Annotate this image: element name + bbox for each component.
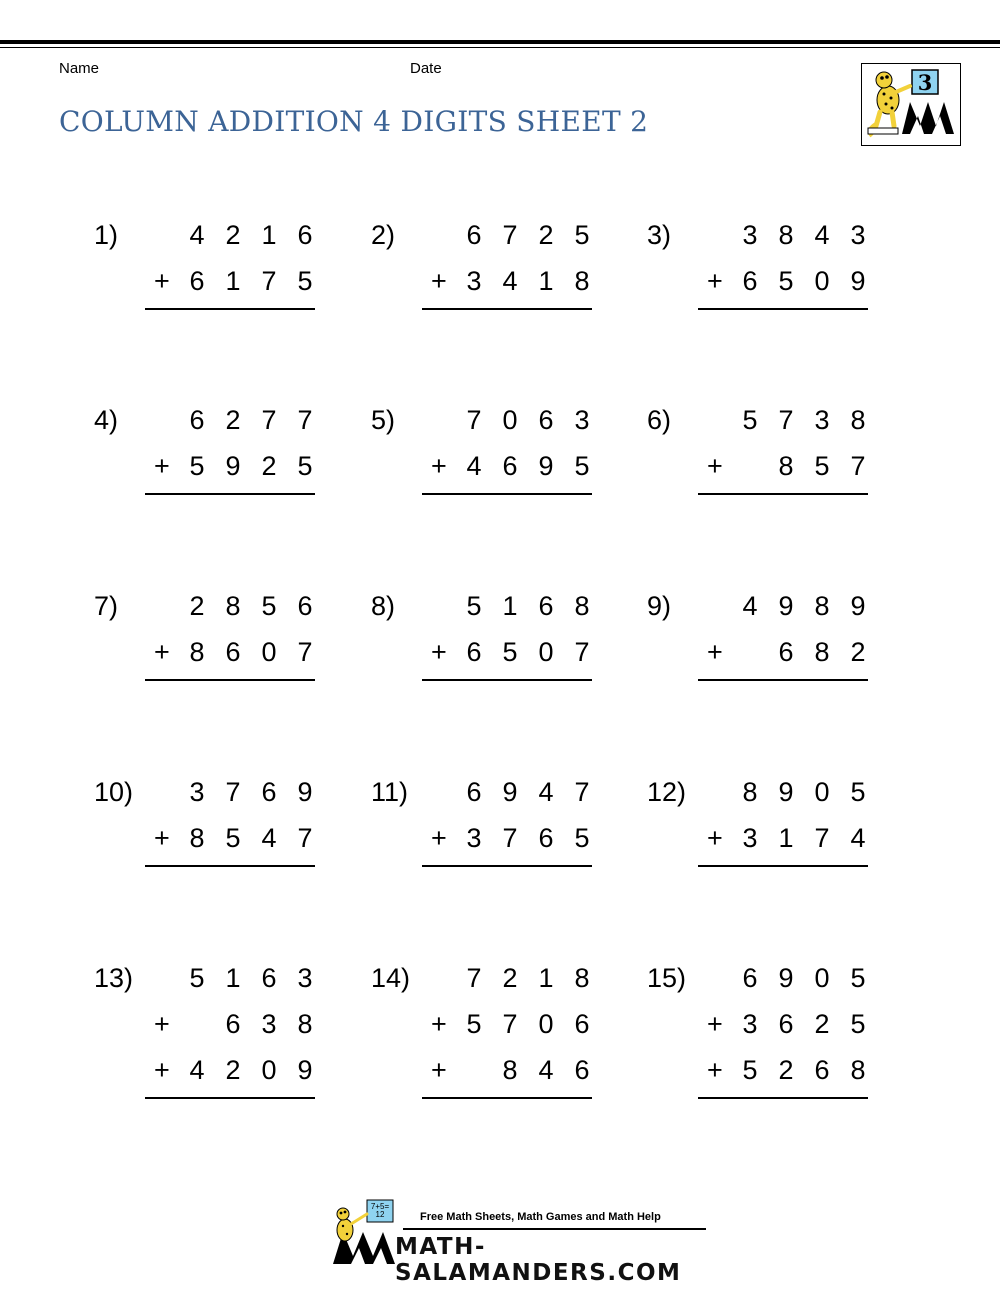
- digit: 2: [225, 220, 241, 250]
- problem-5: [371, 405, 671, 565]
- digits: [464, 1009, 594, 1039]
- digit: 3: [466, 266, 482, 296]
- digits: [187, 591, 317, 621]
- addend-row: [426, 1009, 594, 1039]
- logo-badge-digit: 3: [917, 70, 933, 95]
- problem-number: 2): [371, 220, 396, 250]
- digit: 7: [466, 963, 482, 993]
- digit: 5: [574, 823, 590, 853]
- digits: [187, 823, 317, 853]
- digit: 3: [814, 405, 830, 435]
- addend-row-top: [426, 405, 594, 435]
- digits: [187, 1055, 317, 1085]
- answer-line: [422, 865, 592, 867]
- digit: 7: [814, 823, 830, 853]
- digit: 5: [466, 591, 482, 621]
- digit: 0: [261, 637, 277, 667]
- digit: 0: [261, 1055, 277, 1085]
- plus-sign: +: [154, 266, 170, 296]
- plus-sign: +: [431, 823, 447, 853]
- digits: [464, 777, 594, 807]
- problem-9: [647, 591, 947, 751]
- digit: 3: [742, 220, 758, 250]
- digit: 1: [538, 963, 554, 993]
- problem-8: [371, 591, 671, 751]
- digits: [740, 637, 870, 667]
- digit: 4: [466, 451, 482, 481]
- digit: 5: [297, 451, 313, 481]
- digit: 1: [538, 266, 554, 296]
- digit: 8: [778, 451, 794, 481]
- digits: [740, 823, 870, 853]
- digits: [187, 963, 317, 993]
- digit: 3: [466, 823, 482, 853]
- problem-number: 3): [647, 220, 672, 250]
- addend-row-top: [426, 220, 594, 250]
- digits: [740, 777, 870, 807]
- digits: [740, 451, 870, 481]
- digit: 5: [261, 591, 277, 621]
- addend-row: [426, 637, 594, 667]
- problem-10: [94, 777, 394, 937]
- digit: 9: [225, 451, 241, 481]
- answer-line: [422, 493, 592, 495]
- logo-frame: [861, 63, 961, 146]
- digit: 4: [814, 220, 830, 250]
- digit: 5: [225, 823, 241, 853]
- digit: 4: [502, 266, 518, 296]
- problem-12: [647, 777, 947, 937]
- digit: 4: [538, 777, 554, 807]
- digit: 6: [538, 591, 554, 621]
- digit: 2: [538, 220, 554, 250]
- digit: 6: [189, 405, 205, 435]
- addend-row-top: [702, 405, 870, 435]
- problem-number: 6): [647, 405, 672, 435]
- answer-line: [698, 679, 868, 681]
- digit: 6: [814, 1055, 830, 1085]
- problem-6: [647, 405, 947, 565]
- digit: 4: [189, 220, 205, 250]
- addend-row: [702, 266, 870, 296]
- digit: 6: [225, 637, 241, 667]
- problem-number: 10): [94, 777, 134, 807]
- digit: 8: [814, 591, 830, 621]
- digit: 7: [261, 405, 277, 435]
- digit: 3: [742, 823, 758, 853]
- digit: 7: [297, 405, 313, 435]
- digit: 8: [189, 637, 205, 667]
- digit: 8: [574, 963, 590, 993]
- digits: [187, 1009, 317, 1039]
- digit: 6: [574, 1009, 590, 1039]
- digit: 9: [297, 1055, 313, 1085]
- digit: 3: [574, 405, 590, 435]
- digits: [740, 591, 870, 621]
- addend-row: [702, 451, 870, 481]
- digits: [740, 1009, 870, 1039]
- digit: 5: [574, 220, 590, 250]
- digit: 6: [297, 220, 313, 250]
- plus-sign: +: [707, 637, 723, 667]
- digit: 5: [778, 266, 794, 296]
- addend-row-top: [702, 963, 870, 993]
- digits: [740, 266, 870, 296]
- digit: 9: [297, 777, 313, 807]
- plus-sign: +: [431, 1055, 447, 1085]
- addend-row-top: [149, 220, 317, 250]
- digit: 3: [850, 220, 866, 250]
- digit: 2: [814, 1009, 830, 1039]
- digit: 2: [778, 1055, 794, 1085]
- digits: [187, 637, 317, 667]
- problem-number: 5): [371, 405, 396, 435]
- addend-row-top: [702, 220, 870, 250]
- digit: 7: [502, 823, 518, 853]
- digits: [464, 220, 594, 250]
- problem-number: 4): [94, 405, 119, 435]
- addend-row-top: [149, 777, 317, 807]
- answer-line: [145, 1097, 315, 1099]
- plus-sign: +: [431, 637, 447, 667]
- answer-line: [145, 679, 315, 681]
- answer-line: [422, 679, 592, 681]
- digit: 4: [538, 1055, 554, 1085]
- digits: [464, 963, 594, 993]
- digit: 0: [538, 1009, 554, 1039]
- digits: [740, 405, 870, 435]
- digit: 5: [814, 451, 830, 481]
- digit: 6: [502, 451, 518, 481]
- plus-sign: +: [431, 1009, 447, 1039]
- digit: 6: [778, 1009, 794, 1039]
- date-label: Date: [410, 60, 442, 77]
- plus-sign: +: [707, 1055, 723, 1085]
- plus-sign: +: [154, 1009, 170, 1039]
- digit: 8: [814, 637, 830, 667]
- plus-sign: +: [431, 266, 447, 296]
- digit: 6: [574, 1055, 590, 1085]
- answer-line: [145, 865, 315, 867]
- digit: 7: [297, 637, 313, 667]
- digits: [740, 963, 870, 993]
- digit: 3: [261, 1009, 277, 1039]
- answer-line: [698, 493, 868, 495]
- digit: 7: [297, 823, 313, 853]
- addend-row-top: [149, 963, 317, 993]
- answer-line: [422, 308, 592, 310]
- addend-row: [426, 1055, 594, 1085]
- problem-number: 13): [94, 963, 134, 993]
- answer-line: [145, 308, 315, 310]
- digit: 4: [261, 823, 277, 853]
- top-rule-thick: [0, 40, 1000, 44]
- digits: [464, 637, 594, 667]
- digit: 8: [574, 266, 590, 296]
- digit: 9: [778, 777, 794, 807]
- footer-logo-sum: 7+5= 12: [370, 1202, 390, 1219]
- digit: 5: [742, 1055, 758, 1085]
- footer-rule: [403, 1228, 706, 1230]
- digit: 3: [297, 963, 313, 993]
- digit: 6: [189, 266, 205, 296]
- digit: 7: [778, 405, 794, 435]
- footer-salamander-icon: [325, 1198, 405, 1270]
- digit: 7: [225, 777, 241, 807]
- plus-sign: +: [707, 823, 723, 853]
- digit: 2: [261, 451, 277, 481]
- footer-tagline: Free Math Sheets, Math Games and Math Help: [420, 1211, 661, 1223]
- problem-14: [371, 963, 671, 1123]
- problem-7: [94, 591, 394, 751]
- problem-number: 8): [371, 591, 396, 621]
- digit: 1: [261, 220, 277, 250]
- addend-row-top: [702, 777, 870, 807]
- digit: 0: [538, 637, 554, 667]
- digits: [187, 266, 317, 296]
- digit: 9: [850, 591, 866, 621]
- digit: 8: [225, 591, 241, 621]
- digit: 6: [742, 266, 758, 296]
- answer-line: [698, 865, 868, 867]
- digit: 8: [742, 777, 758, 807]
- plus-sign: +: [707, 1009, 723, 1039]
- digits: [740, 220, 870, 250]
- digit: 6: [538, 823, 554, 853]
- addend-row: [149, 1009, 317, 1039]
- digit: 2: [850, 637, 866, 667]
- digit: 3: [189, 777, 205, 807]
- digit: 7: [502, 220, 518, 250]
- answer-line: [698, 1097, 868, 1099]
- digit: 9: [538, 451, 554, 481]
- digits: [464, 451, 594, 481]
- problem-1: [94, 220, 394, 380]
- name-label: Name: [59, 60, 100, 77]
- digit: 8: [502, 1055, 518, 1085]
- plus-sign: +: [431, 451, 447, 481]
- problem-4: [94, 405, 394, 565]
- digit: 8: [850, 405, 866, 435]
- digit: 2: [502, 963, 518, 993]
- digit: 2: [189, 591, 205, 621]
- plus-sign: +: [154, 637, 170, 667]
- digit: 6: [466, 637, 482, 667]
- salamander-logo-icon: [862, 64, 959, 144]
- addend-row: [149, 823, 317, 853]
- digit: 2: [225, 1055, 241, 1085]
- footer-site-name[interactable]: MATH-SALAMANDERS.COM: [395, 1234, 682, 1286]
- digit: 6: [261, 963, 277, 993]
- answer-line: [698, 308, 868, 310]
- addend-row: [702, 1055, 870, 1085]
- addend-row: [149, 1055, 317, 1085]
- problem-number: 9): [647, 591, 672, 621]
- digit: 8: [189, 823, 205, 853]
- digit: 6: [297, 591, 313, 621]
- digit: 6: [225, 1009, 241, 1039]
- digit: 6: [778, 637, 794, 667]
- digit: 0: [502, 405, 518, 435]
- problem-2: [371, 220, 671, 380]
- plus-sign: +: [707, 451, 723, 481]
- digit: 4: [850, 823, 866, 853]
- addend-row: [702, 637, 870, 667]
- addend-row: [426, 451, 594, 481]
- problem-3: [647, 220, 947, 380]
- digit: 0: [814, 777, 830, 807]
- addend-row-top: [149, 405, 317, 435]
- addend-row: [702, 823, 870, 853]
- digit: 5: [574, 451, 590, 481]
- digit: 7: [502, 1009, 518, 1039]
- digit: 9: [850, 266, 866, 296]
- problem-11: [371, 777, 671, 937]
- addend-row-top: [149, 591, 317, 621]
- digit: 8: [850, 1055, 866, 1085]
- plus-sign: +: [707, 266, 723, 296]
- digit: 4: [189, 1055, 205, 1085]
- addend-row: [149, 266, 317, 296]
- problem-number: 11): [371, 777, 409, 807]
- problem-number: 7): [94, 591, 119, 621]
- digit: 7: [850, 451, 866, 481]
- digits: [464, 266, 594, 296]
- digit: 1: [778, 823, 794, 853]
- addend-row-top: [426, 777, 594, 807]
- digits: [464, 405, 594, 435]
- page-title: COLUMN ADDITION 4 DIGITS SHEET 2: [59, 105, 649, 138]
- problem-number: 1): [94, 220, 119, 250]
- digit: 7: [466, 405, 482, 435]
- digit: 4: [742, 591, 758, 621]
- problem-number: 15): [647, 963, 687, 993]
- digit: 6: [538, 405, 554, 435]
- problem-number: 12): [647, 777, 687, 807]
- addend-row-top: [426, 963, 594, 993]
- addend-row-top: [702, 591, 870, 621]
- digit: 6: [261, 777, 277, 807]
- addend-row: [702, 1009, 870, 1039]
- top-rule-thin: [0, 47, 1000, 48]
- addend-row: [426, 266, 594, 296]
- digit: 6: [466, 220, 482, 250]
- problem-number: 14): [371, 963, 411, 993]
- digit: 7: [574, 637, 590, 667]
- answer-line: [422, 1097, 592, 1099]
- digits: [187, 405, 317, 435]
- digit: 6: [466, 777, 482, 807]
- digit: 5: [466, 1009, 482, 1039]
- digits: [740, 1055, 870, 1085]
- digit: 6: [742, 963, 758, 993]
- digit: 0: [814, 266, 830, 296]
- digit: 5: [502, 637, 518, 667]
- addend-row: [426, 823, 594, 853]
- digit: 8: [778, 220, 794, 250]
- addend-row-top: [426, 591, 594, 621]
- digits: [187, 451, 317, 481]
- digits: [187, 777, 317, 807]
- digits: [187, 220, 317, 250]
- digits: [464, 1055, 594, 1085]
- digit: 1: [225, 266, 241, 296]
- problem-13: [94, 963, 394, 1123]
- digits: [464, 591, 594, 621]
- plus-sign: +: [154, 451, 170, 481]
- problem-15: [647, 963, 947, 1123]
- digit: 1: [225, 963, 241, 993]
- digit: 2: [225, 405, 241, 435]
- addend-row: [149, 451, 317, 481]
- plus-sign: +: [154, 823, 170, 853]
- digit: 5: [189, 963, 205, 993]
- digit: 5: [189, 451, 205, 481]
- digit: 5: [850, 777, 866, 807]
- digit: 9: [778, 591, 794, 621]
- digit: 7: [574, 777, 590, 807]
- digit: 8: [574, 591, 590, 621]
- digit: 9: [778, 963, 794, 993]
- addend-row: [149, 637, 317, 667]
- digit: 5: [850, 1009, 866, 1039]
- digit: 7: [261, 266, 277, 296]
- digit: 3: [742, 1009, 758, 1039]
- digit: 0: [814, 963, 830, 993]
- footer-brand: [325, 1198, 715, 1286]
- digits: [464, 823, 594, 853]
- digit: 5: [850, 963, 866, 993]
- digit: 8: [297, 1009, 313, 1039]
- answer-line: [145, 493, 315, 495]
- digit: 5: [297, 266, 313, 296]
- digit: 1: [502, 591, 518, 621]
- digit: 5: [742, 405, 758, 435]
- digit: 9: [502, 777, 518, 807]
- plus-sign: +: [154, 1055, 170, 1085]
